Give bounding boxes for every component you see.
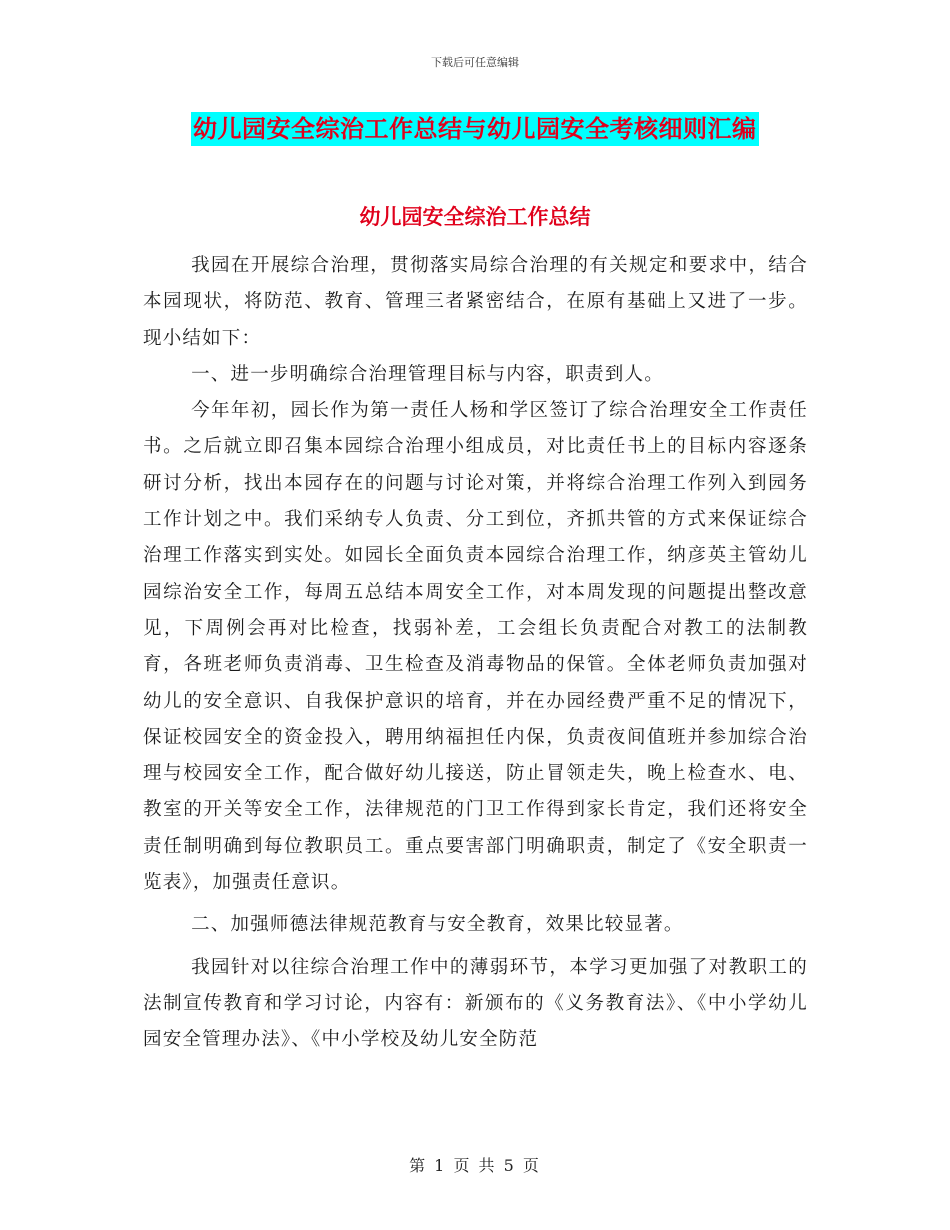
paragraph-body-2: 我园针对以往综合治理工作中的薄弱环节，本学习更加强了对教职工的法制宣传教育和学习讨论，内容有：新颁布的《义务教育法》、《中小学幼儿园安全管理办法》、《中小学校及幼儿安全防范	[143, 956, 808, 1051]
main-title-container	[191, 112, 759, 146]
paragraph-heading-2: 二、加强师德法律规范教育与安全教育，效果比较显著。	[191, 914, 684, 936]
paragraph-intro: 我园在开展综合治理，贯彻落实局综合治理的有关规定和要求中，结合本园现状，将防范、教育、管理三者紧密结合，在原有基础上又进了一步。现小结如下：	[143, 255, 808, 349]
paragraph-body-1: 今年年初，园长作为第一责任人杨和学区签订了综合治理安全工作责任书。之后就立即召集本园综合治理小组成员，对比责任书上的目标内容逐条研讨分析，找出本园存在的问题与讨论对策，并将综合治理工作列入到园务工作计划之中。我们采纳专人负责、分工到位，齐抓共管的方式来保证综合治理工作落实到实处。如园长全面负责本园综合治理工作，纳彦英主管幼儿园综治安全工作，每周五总结本周安全工作，对本周发现的问题提出整改意见，下周例会再对比检查，找弱补差，工会组长负责配合对教工的法制教育，各班老师负责消毒、卫生检查及消毒物品的保管。全体老师负责加强对幼儿的安全意识、自我保护意识的培育，并在办园经费严重不足的情况下，保证校园安全的资金投入，聘用纳福担任内保，负责夜间值班并参加综合治理与校园安全工作，配合做好幼儿接送，防止冒领走失，晚上检查水、电、教室的开关等安全工作，法律规范的门卫工作得到家长肯定，我们还将安全责任制明确到每位教职员工。重点要害部门明确职责，制定了《安全职责一览表》，加强责任意识。	[143, 400, 808, 894]
page-number: 第 1 页 共 5 页	[409, 1156, 541, 1175]
document-body	[143, 248, 808, 1059]
document-main-title: 幼儿园安全综治工作总结与幼儿园安全考核细则汇编	[191, 112, 759, 146]
section-title: 幼儿园安全综治工作总结	[359, 205, 591, 229]
header-note: 下载后可任意编辑	[431, 56, 519, 69]
paragraph-heading-1: 一、进一步明确综合治理管理目标与内容，职责到人。	[191, 363, 664, 385]
